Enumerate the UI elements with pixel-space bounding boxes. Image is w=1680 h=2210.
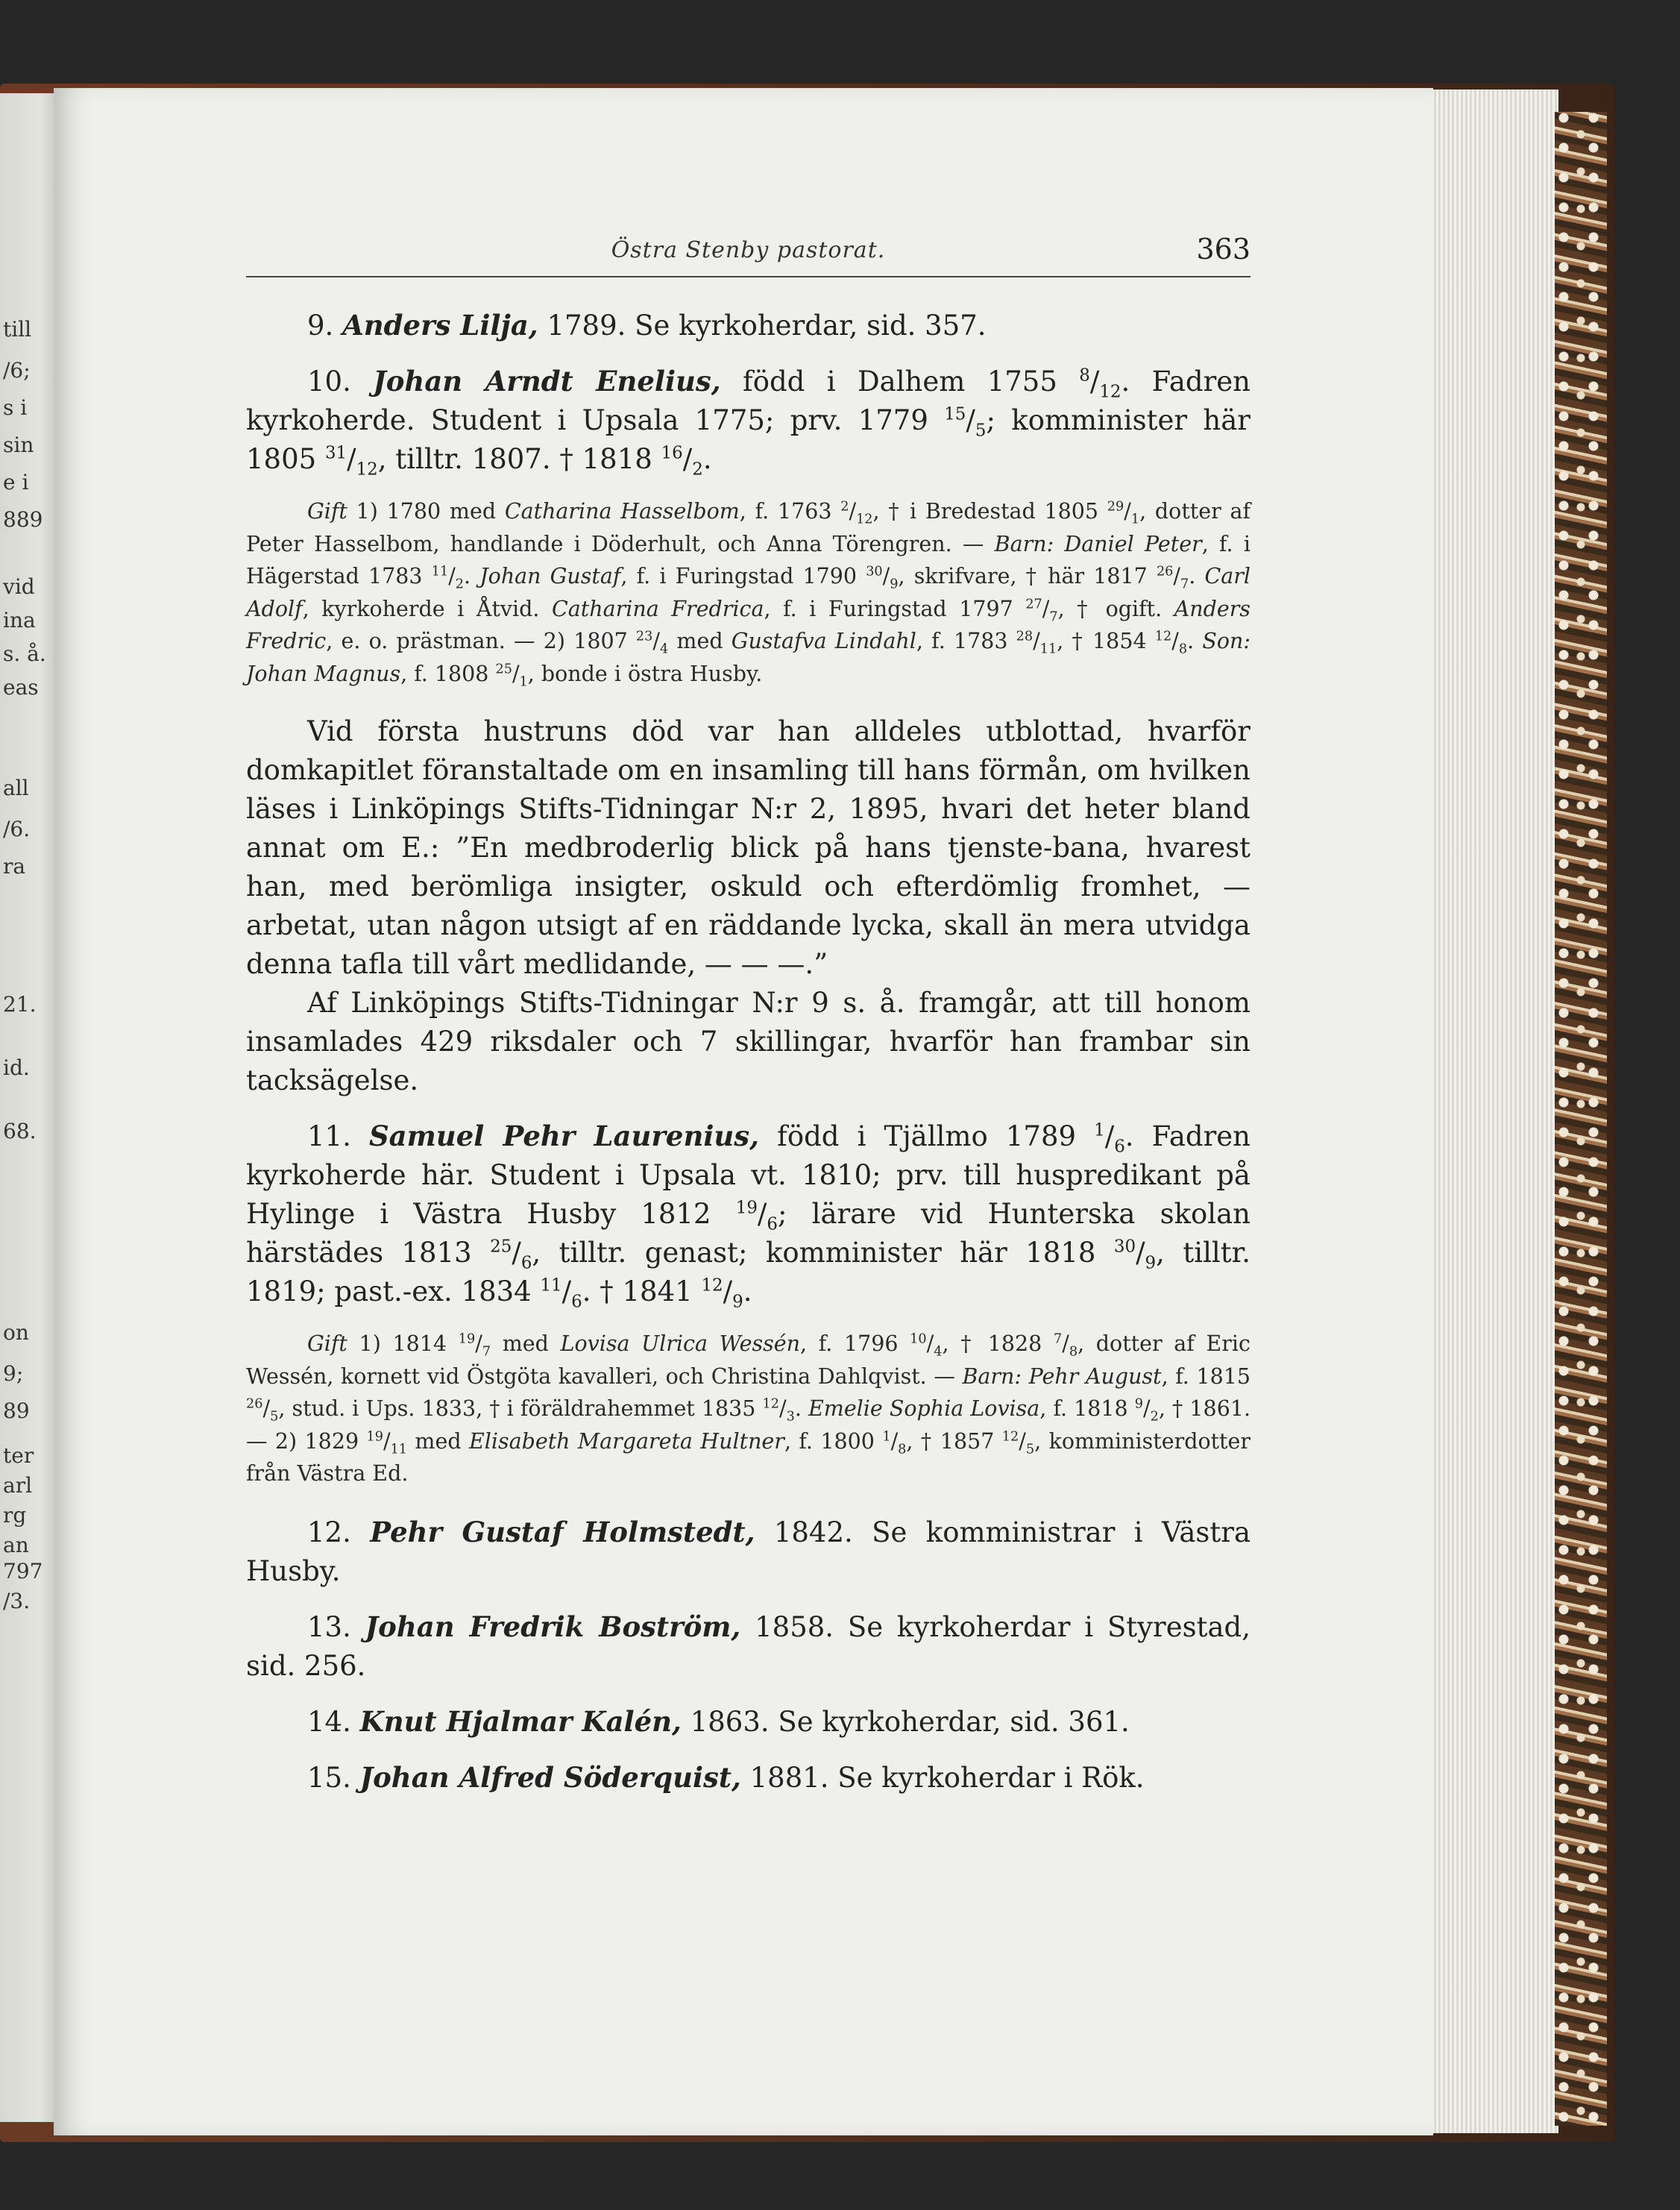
left-page-fragment: e i [3,470,29,495]
left-page-fragment: /6; [3,358,31,383]
note-laurenius: Gift 1) 1814 $^{19}/_7$ med Lovisa Ulrica Wessén, f. 1796 $^{10}/_4$, † 1828 $^7/_8$, dotter af Eric Wessén, kornett vid Östgöta kavalleri, och Christina Dahlqvist. — Barn: Pehr August, f. 1815 $^{26}/_5$, stud. i Ups. 1833, † i föräldrahemmet 1835 $^{12}/_3$. Emelie Sophia Lovisa, f. 1818 $^9/_2$, † 1861. — 2) 1829 $^{19}/_{11}$ med Elisabeth Margareta Hultner, f. 1800 $^1/_8$, † 1857 $^{12}/_5$, komministerdotter från Västra Ed. [246,1331,1251,1486]
entry-10: 10. Johan Arndt Enelius, född i Dalhem 1755 $^8/_{12}$. Fadren kyrkoherde. Student i Upsala 1775; prv. 1779 $^{15}/_5$; komminister här 1805 $^{31}/_{12}$, tilltr. 1807. † 1818 $^{16}/_2$. [246,365,1250,480]
entry-name: Johan Arndt Enelius, [373,365,721,398]
paragraph-1: Vid första hustruns död var han alldeles utblottad, hvarför domkapitlet föranstaltade om en insamling till hans förmån, om hvilken läses i Linköpings Stifts-Tidningar N:r 2, 1895, hvari det heter bland annat om E.: ”En medbroderlig blick på hans tjenste-bana, hvarest han, med berömliga insigter, oskuld och efterdömlig fromhet, — arbetat, utan någon utsigt af en räddande lycka, skall än mera utvidga denna tafla till vårt medlidande, — — —.” [246,715,1250,980]
entry-12: 12. Pehr Gustaf Holmstedt, 1842. Se komministrar i Västra Husby. [246,1515,1250,1587]
left-page-fragment: 9; [3,1361,24,1386]
left-page-fragment: 797 [3,1559,43,1583]
left-page-fragment: an [3,1533,29,1557]
marbled-fore-edge [1555,112,1607,2126]
entry-name: Knut Hjalmar Kalén, [359,1704,682,1738]
entry-name: Johan Alfred Söderquist, [359,1760,741,1794]
left-page-fragment: /6. [3,817,31,841]
page-header [246,230,1250,274]
left-page-fragment: arl [3,1473,33,1498]
note-enelius: Gift 1) 1780 med Catharina Hasselbom, f. 1763 $^2/_{12}$, † i Bredestad 1805 $^{29}/_1$, dotter af Peter Hasselbom, handlande i Döderhult, och Anna Törengren. — Barn: Daniel Peter, f. i Hägerstad 1783 $^{11}/_2$. Johan Gustaf, f. i Furingstad 1790 $^{30}/_9$, skrifvare, † här 1817 $^{26}/_7$. Carl Adolf, kyrkoherde i Åtvid. Catharina Fredrica, f. i Furingstad 1797 $^{27}/_7$, † ogift. Anders Fredric, e. o. prästman. — 2) 1807 $^{23}/_4$ med Gustafva Lindahl, f. 1783 $^{28}/_{11}$, † 1854 $^{12}/_8$. Son: Johan Magnus, f. 1808 $^{25}/_1$, bonde i östra Husby. [246,499,1251,690]
left-page-fragment: 889 [3,507,43,532]
left-page-fragment: 89 [3,1398,30,1423]
book-page [54,88,1433,2135]
left-page-fragment: id. [3,1055,30,1080]
entry-name: Samuel Pehr Laurenius, [368,1120,760,1152]
left-page-fragment: eas [3,675,39,700]
paragraph-2: Af Linköpings Stifts-Tidningar N:r 9 s. å. framgår, att till honom insamlades 429 riksdaler och 7 skillingar, hvarför han frambar sin tacksägelse. [246,987,1250,1096]
page-content [246,306,1250,1814]
entry-name: Pehr Gustaf Holmstedt, [370,1515,755,1548]
left-page-fragment: ra [3,854,26,879]
left-page-fragment: vid [3,574,35,599]
entry-13: 13. Johan Fredrik Boström, 1858. Se kyrkoherdar i Styrestad, sid. 256. [246,1610,1251,1682]
left-page-fragment: s i [3,395,28,420]
page-number: 363 [1196,233,1250,266]
left-page-fragment: till [3,317,32,342]
left-page-fragment: ina [3,608,36,632]
left-page-fragment: 68. [3,1119,37,1143]
left-page-fragment: /3. [3,1589,31,1613]
header-rule [246,276,1250,277]
left-page-fragment: rg [3,1503,27,1528]
entry-11: 11. Samuel Pehr Laurenius, född i Tjällmo 1789 $^1/_6$. Fadren kyrkoherde här. Student i Upsala vt. 1810; prv. till huspredikant på Hylinge i Västra Husby 1812 $^{19}/_6$; lärare vid Hunterska skolan härstädes 1813 $^{25}/_6$, tilltr. genast; komminister här 1818 $^{30}/_9$, tilltr. 1819; past.-ex. 1834 $^{11}/_6$. † 1841 $^{12}/_9$. [246,1120,1251,1312]
entry-9: 9. Anders Lilja, 1789. Se kyrkoherdar, sid. 357. [307,309,987,342]
left-page-fragment: ter [3,1443,34,1468]
left-page-fragment: all [3,776,29,800]
left-page-fragment: sin [3,433,34,457]
entry-15: 15. Johan Alfred Söderquist, 1881. Se kyrkoherdar i Rök. [307,1760,1145,1794]
entry-14: 14. Knut Hjalmar Kalén, 1863. Se kyrkoherdar, sid. 361. [307,1704,1130,1738]
left-page-fragment: s. å. [3,641,46,666]
entry-name: Anders Lilja, [342,309,538,342]
entry-name: Johan Fredrik Boström, [365,1610,741,1643]
running-head: Östra Stenby pastorat. [611,237,886,263]
left-page-fragment: 21. [3,992,37,1017]
left-page-fragment: on [3,1320,29,1345]
